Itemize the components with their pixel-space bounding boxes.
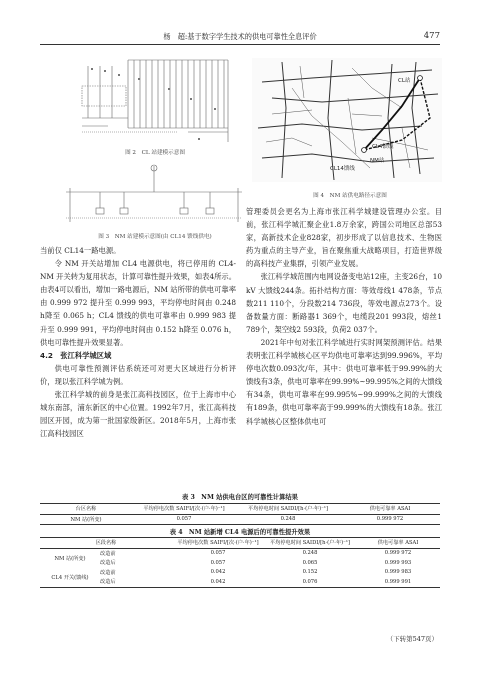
table-row <box>40 558 440 568</box>
table-cell: 0.076 <box>302 578 318 585</box>
table-4-caption: 表 4 NM 站新增 CL4 电源后的可靠性提升效果 <box>169 529 311 536</box>
right-paragraph-1: 管理委员会更名为上海市张江科学城建设管理办公室。目前，张江科学城汇聚企业1.8万余家，跨国公司地区总部53家，高新技术企业828家，初步形成了以信息技术、生物医药为重点的主导产业，旨在聚焦重大战略项目，打造世界级的高科技产业集群，引领产业发展。 <box>246 207 442 269</box>
table-row <box>40 568 440 578</box>
table-cell: 0.065 <box>302 559 318 566</box>
table-row <box>40 577 440 587</box>
right-paragraph-2: 张江科学城范围内电网设备变电站12座，主变26台，10 kV 大馈线244条。拓扑结构方面：等效母线1 478条，节点数211 110个，分段数214 736段，等效电源点273个。设备数量方面：断路器1 369个，电缆段201 993段，熔丝1 789个，架空线2 593段，负荷2 037个。 <box>246 272 442 334</box>
figure-3-nm-station-model <box>60 162 248 230</box>
right-column <box>246 205 442 428</box>
table-cell: 0.057 <box>210 559 226 566</box>
table-cell: 0.057 <box>210 550 226 557</box>
figure-4-nm-supply-path-map <box>252 58 442 182</box>
table-group-name: CL4 开关(馈线) <box>51 574 89 581</box>
figure-4-caption: 图 4 NM 站供电路径示意图 <box>313 193 387 199</box>
table-cell: 改造后 <box>100 560 116 567</box>
figure-3-caption: 图 3 NM 站建模示意图(由 CL14 馈线供电) <box>98 234 212 240</box>
table-cell: 0.999 991 <box>384 578 412 585</box>
table-4 <box>40 537 440 588</box>
table-3-header: 台区名称 <box>75 506 97 513</box>
table-4-header: 平均停电时间 SAIDI/[h·(户·年)⁻¹] <box>269 540 350 547</box>
table-3-header: 平均停电时间 SAIDI/[h·(户·年)⁻¹] <box>247 506 328 513</box>
table-cell: NM 站(所变) <box>70 516 102 523</box>
table-4-header <box>40 538 172 549</box>
table-4-header: 供电可靠率 ASAI <box>377 540 419 547</box>
table-3-header: 平均停电次数 SAIFI/[次·(户·年)⁻¹] <box>143 506 225 513</box>
table-cell: 0.248 <box>280 516 296 523</box>
figure-2-caption: 图 2 CL 站建模示意图 <box>125 150 185 156</box>
table-row <box>40 514 440 525</box>
table-cell: 改造前 <box>100 550 116 557</box>
left-paragraph-1: 当前仅 CL14一路电源。 <box>40 246 121 255</box>
right-paragraph-3: 2021年中旬对张江科学城进行实时网架预测评估。结果表明张江科学城核心区平均供电可靠率达到99.996%，平均停电次数0.093次/年，其中：供电可靠率低于99.99%的大馈线有3条，供电可靠率在99.99%~99.995%之间的大馈线有34条，供电可靠率在99.995%~99.999%之间的大馈线有189条，供电可靠率高于99.999%的大馈线有18条。张江科学城核心区整体供电可 <box>246 337 442 426</box>
table-cell: 0.999 972 <box>376 516 404 523</box>
table-4-header: 平均停电次数 SAIFI/[次·(户·年)⁻¹] <box>177 540 259 547</box>
table-cell: 改造后 <box>100 579 116 586</box>
table-3-caption: 表 3 NM 站供电台区的可靠性计算结果 <box>182 494 298 501</box>
figure-2-cl-station-model <box>78 58 233 146</box>
table-cell: 0.999 972 <box>384 550 412 557</box>
table-cell: 0.999 993 <box>384 559 412 566</box>
table-row <box>40 548 440 558</box>
table-4-header-label: 区段名称 <box>95 540 117 547</box>
table-cell: 改造前 <box>100 569 116 576</box>
map-label-nm-station: NM站 <box>370 158 385 164</box>
header-title: 杨 超:基于数字学生技术的供电可靠性全息评价 <box>163 32 317 41</box>
map-label-cl4-feeder: CL4馈线 <box>372 144 394 150</box>
table-3 <box>40 503 440 525</box>
left-paragraph-2: 令 NM 开关站增加 CL4 电源供电，将已停用的 CL4-NM 开关转为复用状态，计算可靠性提升效果，如表4所示。由表4可以看出，增加一路电源后，NM 站所带的供电可靠率由 0.999 972 提升至 0.999 993，平均停电时间由 0.248 h降至 0.065 h；CL4 馈线的供电可靠率由 0.999 983 提升至 0.999 991，平均停电时间由 0.152 h降至 0.076 h，供电可靠性提升效果显著。 <box>40 259 236 347</box>
table-cell: 0.057 <box>176 516 192 523</box>
map-label-cl-station: CL站 <box>398 78 411 84</box>
table-cell: 0.999 983 <box>384 569 412 576</box>
page-number: 477 <box>423 31 440 41</box>
continued-note: （下转第547页） <box>386 635 438 643</box>
table-cell: 0.152 <box>302 569 318 576</box>
table-group-name: NM 站(所变) <box>54 555 86 562</box>
table-cell: 0.042 <box>210 569 226 576</box>
left-column <box>40 244 236 440</box>
section-heading-4-2: 4.2 张江科学城区域 <box>40 350 112 360</box>
left-paragraph-3: 供电可靠性预测评估系统还可对更大区域进行分析评价，现以张江科学城为例。 <box>40 363 236 386</box>
map-label-cl14-feeder: CL14馈线 <box>330 166 355 172</box>
running-header <box>40 30 440 45</box>
table-cell: 0.042 <box>210 578 226 585</box>
table-3-header: 供电可靠率 ASAI <box>369 506 411 513</box>
left-paragraph-4: 张江科学城的前身是张江高科技园区，位于上海市中心城东南部，浦东新区的中心位置。1992年7月，张江高科技园区开园，成为第一批国家级新区。2018年5月，上海市张江高科技园区 <box>40 390 236 439</box>
table-cell: 0.248 <box>302 550 318 557</box>
